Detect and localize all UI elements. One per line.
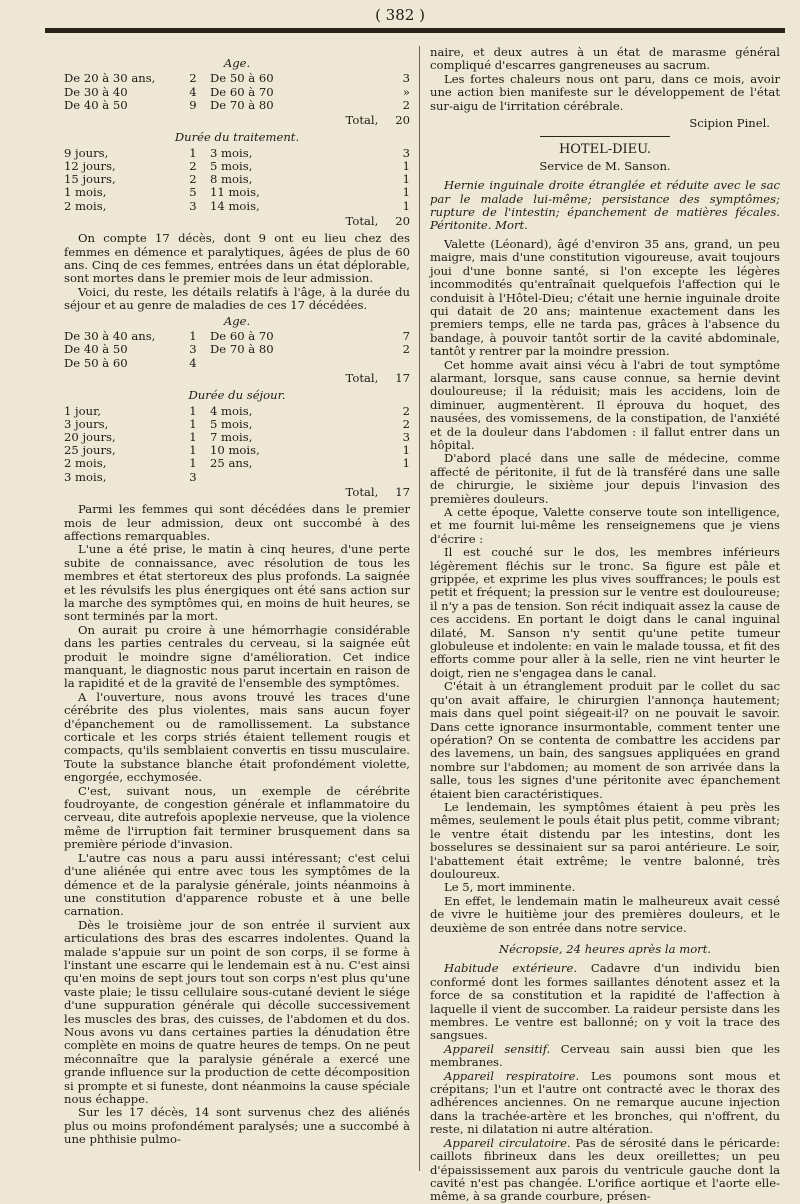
table-stay-heading: Durée du séjour.: [188, 388, 286, 403]
table-cell: 3 jours,: [64, 416, 109, 431]
table-cell: 2: [402, 97, 410, 112]
paragraph: Sur les 17 décès, 14 sont survenus chez des aliénés plus ou moins profondément paralysés; une a succombé à une phthisie pulmo-: [64, 1105, 410, 1147]
table-cell: 4 mois,: [210, 403, 253, 418]
left-column: [64, 55, 410, 1147]
table-cell: 1: [402, 198, 410, 213]
subheading: Appareil circulatoire.: [444, 1135, 571, 1150]
page-number: ( 382 ): [375, 6, 425, 24]
paragraph: Les fortes chaleurs nous ont paru, dans ce mois, avoir une action bien manifeste sur le développement de l'état sur-aigu de l'irritation cérébrale.: [430, 71, 780, 113]
table-treatment-heading: Durée du traitement.: [174, 130, 300, 145]
table-cell: 25 jours,: [64, 443, 116, 458]
table-cell: 5 mois,: [210, 159, 253, 174]
table-cell: De 60 à 70: [210, 329, 274, 344]
header-rule: [45, 28, 785, 33]
table-cell: 3: [402, 71, 410, 86]
right-column: [430, 46, 780, 1204]
section-rule: [540, 136, 670, 137]
subheading: Appareil respiratoire.: [444, 1068, 580, 1083]
paragraph: Appareil circulatoire. Pas de sérosité dans le péricarde: caillots fibrineux dans les deux oreillettes; un peu d'épaississement aux parois du ventricule gauche dont la cavité n'est pas changée. L'orifice aortique et l'aorte elle-même, à sa grande courbure, présen-: [430, 1135, 780, 1204]
column-divider: [419, 46, 420, 1171]
table-row: [64, 99, 410, 112]
table-cell: 3 mois,: [64, 469, 107, 484]
paragraph: Appareil sensitif. Cerveau sain aussi bien que les membranes.: [430, 1041, 780, 1070]
table-cell: 4: [189, 84, 197, 99]
paragraph: L'une a été prise, le matin à cinq heures, d'une perte subite de connaissance, avec résolution de tous les membres et état stertoreux des plus profonds. La saignée et les révulsifs les plus énergiques ont été sans action sur la marche des symptômes qui, en moins de huit heures, se sont terminés par la mort.: [64, 542, 410, 624]
paragraph: En effet, le lendemain matin le malheureux avait cessé de vivre le huitième jour des premières douleurs, et le deuxième de son entrée dans notre service.: [430, 893, 780, 935]
table-cell: 5: [189, 185, 197, 200]
table-cell: 4: [189, 355, 197, 370]
table-cell: De 30 à 40 ans,: [64, 329, 156, 344]
paragraph: Cet homme avait ainsi vécu à l'abri de tout symptôme alarmant, lorsque, sans cause connue, sa hernie devint douloureuse; il la réduisit; mais les accidens, loin de diminuer, augmentèrent. Il éprouva du hoquet, des nausées, des vomissemens, de la constipation, de l'anxiété et de la douleur dans l'abdomen : il fallut entrer dans un hôpital.: [430, 357, 780, 452]
paragraph: Voici, du reste, les détails relatifs à l'âge, à la durée du séjour et au genre de maladies de ces 17 décédées.: [64, 284, 410, 313]
table-row: [64, 186, 410, 199]
paragraph: Le lendemain, les symptômes étaient à peu près les mêmes, seulement le pouls était plus petit, comme vibrant; le ventre était distendu par les intestins, dont les bosselures se dessinaient sur sa paroi antérieure. Le soir, l'abattement était extrême; le ventre balonné, très douloureux.: [430, 799, 780, 881]
table-row: [64, 357, 410, 370]
table-cell: 2: [402, 403, 410, 418]
table-cell: [390, 471, 410, 484]
table-row: [64, 72, 410, 85]
table-cell: 10 mois,: [210, 443, 260, 458]
table-row: [64, 405, 410, 418]
table-cell: 9 jours,: [64, 145, 109, 160]
table-cell: 3: [402, 429, 410, 444]
table-cell: De 70 à 80: [210, 342, 274, 357]
paragraph: On aurait pu croire à une hémorrhagie considérable dans les parties centrales du cerveau, si la saignée eût produit le moindre signe d'amélioration. Cet indice manquant, le diagnostic nous parut incertain en raison de la rapidité et de la gravité de l'ensemble des symptômes.: [64, 622, 410, 691]
table-cell: De 50 à 60: [64, 355, 128, 370]
table-cell: 1: [189, 145, 197, 160]
table-cell: 2: [189, 172, 197, 187]
table-cell: 1: [189, 429, 197, 444]
paragraph: C'était à un étranglement produit par le collet du sac qu'on avait affaire, le chirurgien l'annonça hautement; mais dans quel point siégeait-il? on ne pouvait le savoir. Dans cette ignorance insurmontable, comment tenter une opération? On se contenta de combattre les accidens par des lavemens, un bain, des sangsues appliquées en grand nombre sur l'abdomen; au moment de son arrivée dans la salle, tous les signes d'une péritonite avec épanchement étaient bien caractéristiques.: [430, 679, 780, 801]
table-cell: 1 mois,: [64, 185, 107, 200]
table-cell: 3: [402, 145, 410, 160]
table-cell: 3: [189, 198, 197, 213]
table-cell: 2: [189, 71, 197, 86]
table-row: [64, 418, 410, 431]
paragraph: Il est couché sur le dos, les membres inférieurs légèrement fléchis sur le tronc. Sa figure est pâle et grippée, et exprime les plus vives souffrances; le pouls est petit et fréquent; la pression sur le ventre est douloureuse; il n'y a pas de tension. Son récit indiquait assez la cause de ces accidens. En portant le doigt dans le canal inguinal dilaté, M. Sanson n'y sentit qu'une petite tumeur globuleuse et indolente: en vain le malade toussa, et fit des efforts comme pour aller à la selle, rien ne vint heurter le doigt, rien ne s'engagea dans le canal.: [430, 545, 780, 680]
paragraph: Valette (Léonard), âgé d'environ 35 ans, grand, un peu maigre, mais d'une constitution vigoureuse, avait toujours joui d'une bonne santé, si l'on excepte les légères incommodités qu'entraînait quelquefois l'affection qui le conduisit à l'Hôtel-Dieu; c'était une hernie inguinale droite qui datait de 20 ans; maintenue exactement dans les premiers temps, elle ne tarda pas, grâces à l'absence du bandage, à pouvoir tantôt sortir de la cavité abdominale, tantôt y rentrer par la moindre pression.: [430, 236, 780, 359]
table-age: [64, 72, 410, 112]
table-cell: 1: [189, 443, 197, 458]
table-row: [64, 343, 410, 356]
paragraph: Dès le troisième jour de son entrée il survient aux articulations des bras des escarres indolentes. Quand la malade s'appuie sur un point de son corps, il se forme à l'instant une escarre qui le lendemain est à nu. C'est ainsi qu'en moins de sept jours tout son corps n'est plus qu'une vaste plaie; le tissu cellulaire sous-cutané devient le siége d'une suppuration générale qui décolle successivement les muscles des bras, des cuisses, de l'abdomen et du dos. Nous avons vu dans certaines parties la dénudation être complète en moins de quatre heures de temps. On ne peut méconnaître que la paralysie générale a exercé une grande influence sur la production de cette décomposition si prompte et si funeste, dont néanmoins la cause spéciale nous échappe.: [64, 917, 410, 1107]
table-cell: 1: [402, 185, 410, 200]
table-total: Total, 20: [345, 213, 410, 228]
table-cell: De 40 à 50: [64, 97, 128, 112]
table-cell: 1: [402, 172, 410, 187]
case-title: Hernie inguinale droite étranglée et réduite avec le sac par le malade lui-même; persistance des symptômes; rupture de l'intestin; épanchement de matières fécales. Péritonite. Mort.: [430, 178, 780, 233]
table-cell: 15 jours,: [64, 172, 116, 187]
table-stay: [64, 405, 410, 484]
paragraph: Habitude extérieure. Cadavre d'un individu bien conformé dont les formes saillantes dénotent assez et la force de sa constitution et la rapidité de l'affection à laquelle il vient de succomber. La raideur persiste dans les membres. Le ventre est ballonné; on y voit la trace des sangsues.: [430, 961, 780, 1043]
table-cell: 14 mois,: [210, 198, 260, 213]
table-age-heading: Age.: [223, 56, 251, 70]
table-cell: De 20 à 30 ans,: [64, 71, 156, 86]
table-row: [64, 200, 410, 213]
paragraph: naire, et deux autres à un état de marasme général compliqué d'escarres gangreneuses au sacrum.: [430, 45, 780, 73]
table-cell: De 60 à 70: [210, 84, 274, 99]
paragraph: A cette époque, Valette conserve toute son intelligence, et me fournit lui-même les renseignemens que je viens d'écrire :: [430, 505, 780, 546]
table-cell: De 30 à 40: [64, 84, 128, 99]
paragraph: Le 5, mort imminente.: [444, 880, 576, 895]
table-cell: 7: [402, 329, 410, 344]
section-title: HOTEL-DIEU.: [558, 142, 652, 158]
table-cell: 2: [189, 159, 197, 174]
paragraph: C'est, suivant nous, un exemple de cérébrite foudroyante, de congestion générale et inflammatoire du cerveau, dite autrefois apoplexie nerveuse, que la violence même de l'irruption fait terminer brusquement dans sa première période d'invasion.: [64, 783, 410, 852]
table-cell: 2 mois,: [64, 456, 107, 471]
paragraph: On compte 17 décès, dont 9 ont eu lieu chez des femmes en démence et paralytiques, âgées de plus de 60 ans. Cinq de ces femmes, entrées dans un état déplorable, sont mortes dans le premier mois de leur admission.: [64, 231, 410, 286]
table-cell: 3 mois,: [210, 145, 253, 160]
table-cell: 1: [402, 159, 410, 174]
table-age2: [64, 330, 410, 370]
table-cell: [202, 471, 390, 484]
paragraph: Parmi les femmes qui sont décédées dans le premier mois de leur admission, deux ont succombé à des affections remarquables.: [64, 502, 410, 543]
table-cell: [202, 357, 390, 370]
table-cell: 2 mois,: [64, 198, 107, 213]
table-total: Total, 17: [345, 484, 410, 499]
table-row: [64, 86, 410, 99]
table-cell: 3: [189, 342, 197, 357]
table-cell: »: [402, 84, 410, 99]
paragraph: A l'ouverture, nous avons trouvé les traces d'une cérébrite des plus violentes, mais sans aucun foyer d'épanchement ou de ramollissement. La substance corticale et les corps striés étaient tellement rougis et compacts, qu'ils semblaient convertis en tissu musculaire. Toute la substance blanche était profondément violette, engorgée, ecchymosée.: [64, 689, 410, 785]
table-cell: [390, 357, 410, 370]
table-cell: 1: [189, 456, 197, 471]
table-total: Total, 20: [345, 113, 410, 128]
subheading: Habitude extérieure.: [444, 961, 578, 976]
table-cell: 1: [402, 456, 410, 471]
paragraph: D'abord placé dans une salle de médecine, comme affecté de péritonite, il fut de là transféré dans une salle de chirurgie, le sixième jour depuis l'invasion des premières douleurs.: [430, 451, 780, 506]
necropsy-heading: Nécropsie, 24 heures après la mort.: [498, 942, 712, 956]
table-cell: 11 mois,: [210, 185, 260, 200]
table-cell: 2: [402, 342, 410, 357]
table-cell: 3: [189, 469, 197, 484]
table-cell: 1 jour,: [64, 403, 102, 418]
table-total: Total, 17: [345, 370, 410, 385]
table-row: [64, 471, 410, 484]
table-cell: 7 mois,: [210, 429, 253, 444]
table-cell: 12 jours,: [64, 159, 116, 174]
table-treatment: [64, 147, 410, 213]
table-cell: De 70 à 80: [210, 97, 274, 112]
service-heading: Service de M. Sanson.: [539, 158, 671, 173]
table-age2-heading: Age.: [223, 313, 251, 328]
table-cell: 9: [189, 97, 197, 112]
table-cell: De 40 à 50: [64, 342, 128, 357]
paragraph: Appareil respiratoire. Les poumons sont mous et crépitans; l'un et l'autre ont contracté avec le thorax des adhérences anciennes. On ne remarque aucune injection dans la trachée-artère et les bronches, qui n'offrent, du reste, ni dilatation ni autre altération.: [430, 1068, 780, 1137]
table-cell: 1: [189, 329, 197, 344]
table-cell: 25 ans,: [210, 456, 253, 471]
table-cell: 20 jours,: [64, 429, 116, 444]
table-cell: 1: [189, 416, 197, 431]
table-row: [64, 457, 410, 470]
table-cell: 2: [402, 416, 410, 431]
table-cell: De 50 à 60: [210, 71, 274, 86]
table-cell: 1: [402, 443, 410, 458]
table-cell: 1: [189, 403, 197, 418]
subheading: Appareil sensitif.: [444, 1041, 551, 1056]
paragraph: L'autre cas nous a paru aussi intéressant; c'est celui d'une aliénée qui entre avec tous les symptômes de la démence et de la paralysie générale, joints néanmoins à une constitution d'apparence robuste et à une belle carnation.: [64, 850, 410, 919]
signature: Scipion Pinel.: [689, 116, 770, 131]
table-cell: 5 mois,: [210, 416, 253, 431]
table-cell: 8 mois,: [210, 172, 253, 187]
